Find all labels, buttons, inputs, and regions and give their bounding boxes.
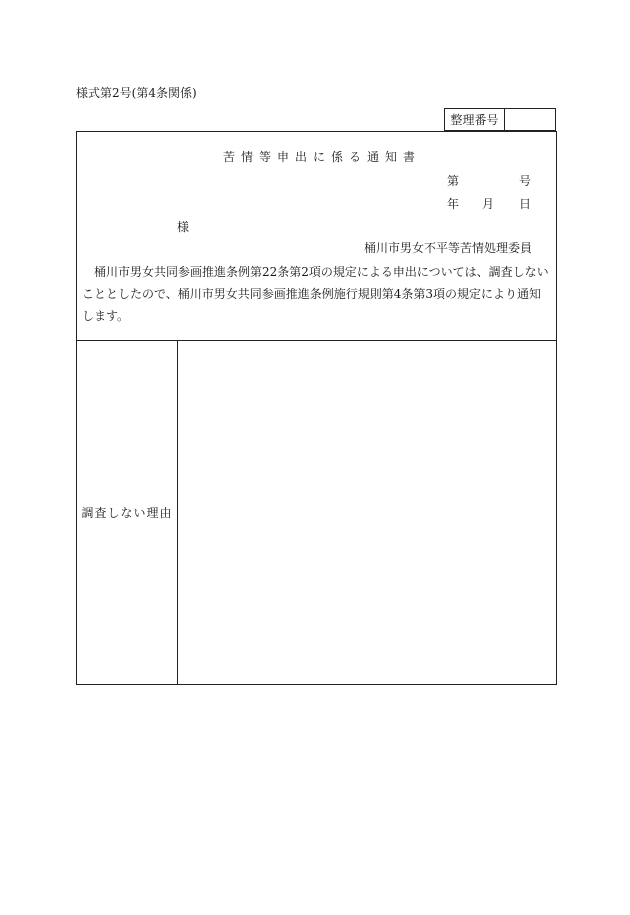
notice-body-text: 桶川市男女共同参画推進条例第22条第2項の規定による申出については、調査しないこととしたので、桶川市男女共同参画推進条例施行規則第4条第3項の規定により通知します。 — [82, 265, 549, 323]
number-prefix: 第 — [447, 174, 460, 188]
date-day-label: 日 — [519, 197, 532, 211]
sender-name: 桶川市男女不平等苦情処理委員 — [364, 241, 533, 255]
notice-title: 苦情等申出に係る通知書 — [223, 150, 422, 164]
reason-content-field[interactable] — [178, 341, 556, 684]
date-month-label: 月 — [482, 197, 495, 211]
form-number-label: 様式第2号(第4条関係) — [76, 86, 197, 100]
reason-section — [77, 341, 556, 684]
notice-form — [76, 131, 557, 685]
notice-header-section — [77, 132, 556, 341]
reference-number-label: 整理番号 — [445, 109, 505, 130]
date-year-label: 年 — [447, 197, 460, 211]
addressee-suffix: 様 — [177, 220, 190, 234]
reference-number-box — [444, 108, 556, 131]
reason-label: 調査しない理由 — [77, 341, 178, 684]
number-suffix: 号 — [519, 174, 532, 188]
reference-number-field[interactable] — [505, 109, 555, 130]
